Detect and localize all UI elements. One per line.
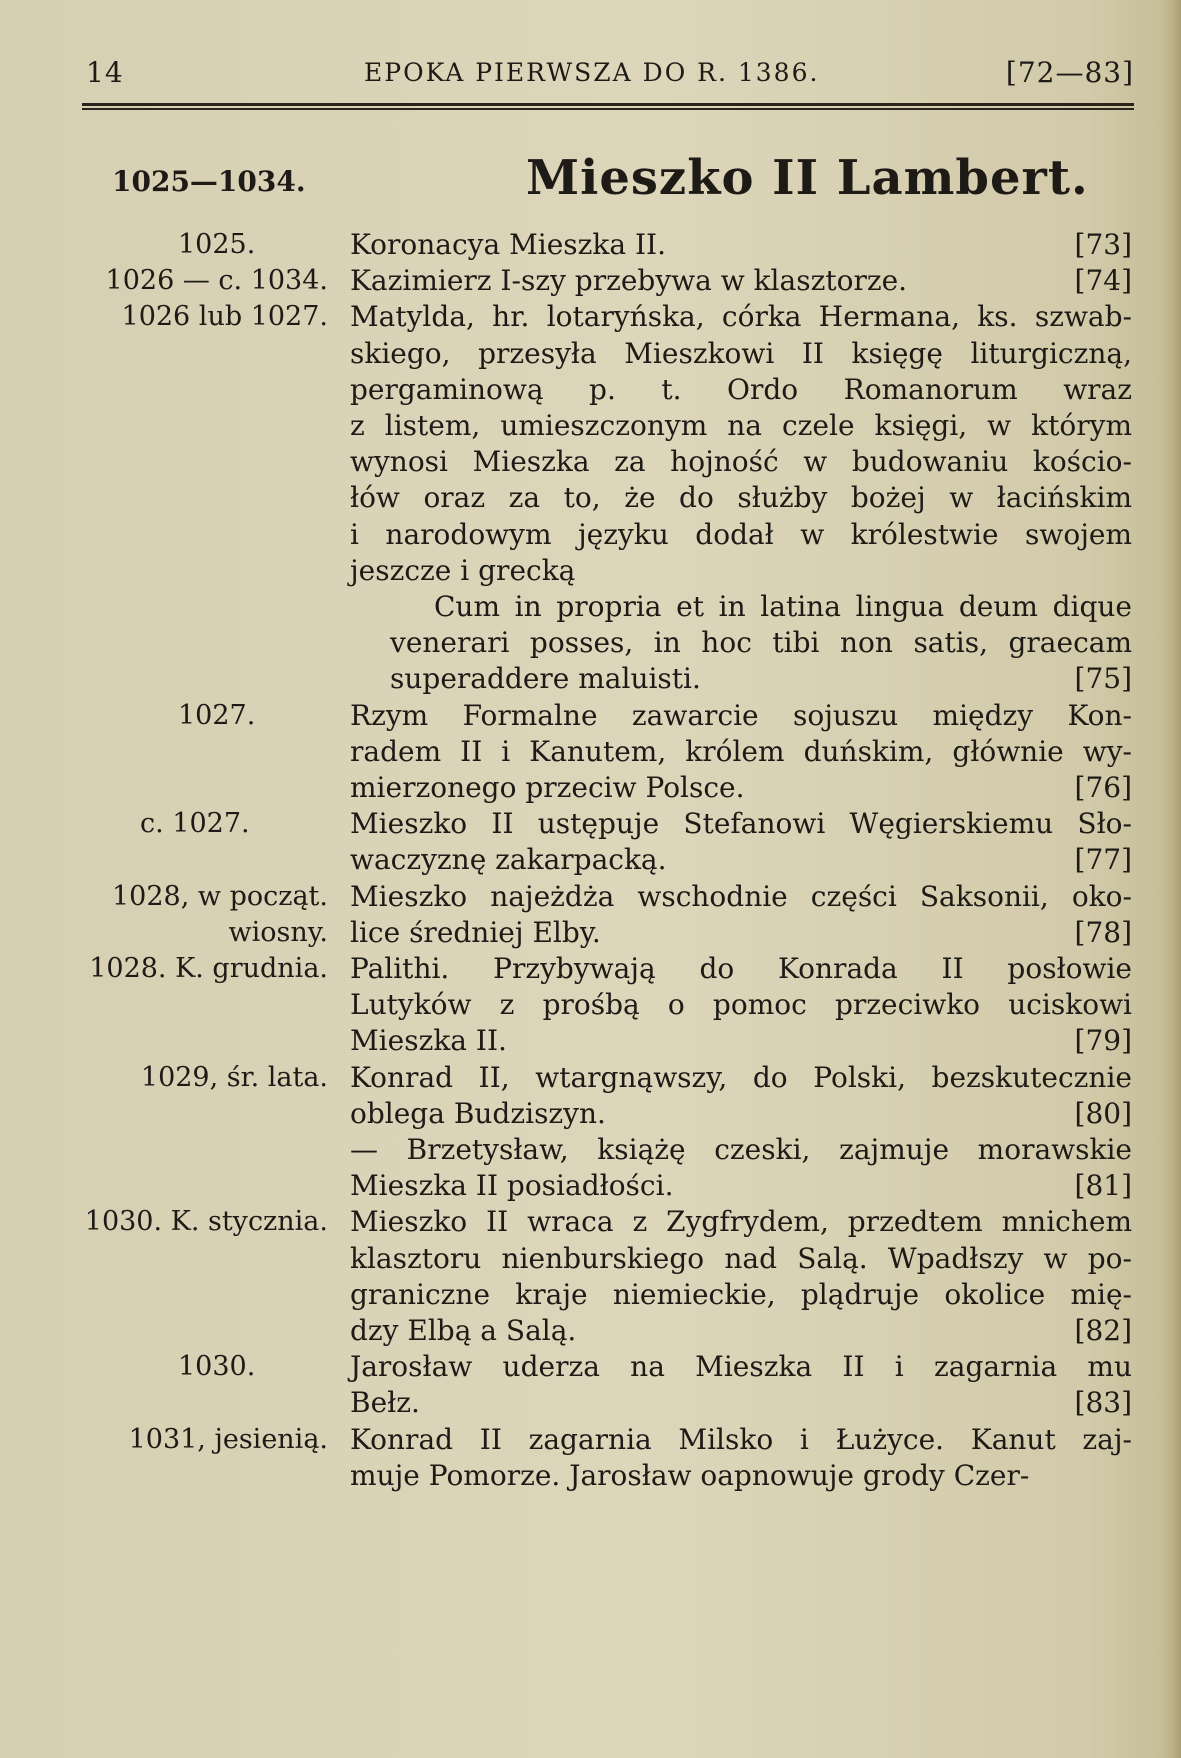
entry-text-line: Mieszko najeżdża wschodnie części Saksonii, oko- <box>350 879 1132 913</box>
entry-reference-number: [78] <box>1074 915 1132 949</box>
entry-text-line: Konrad II zagarnia Milsko i Łużyce. Kanut zaj- <box>350 1422 1132 1456</box>
entry-date: 1026 — c. 1034. <box>105 265 328 297</box>
entry-text <box>350 1349 1132 1421</box>
entry-text-line: wynosi Mieszka za hojność w budowaniu kościo- <box>350 445 1132 479</box>
entry-text <box>350 227 1132 263</box>
entry-text-line: graniczne kraje niemieckie, plądruje okolice mię- <box>350 1277 1132 1311</box>
entry-text <box>350 299 1132 589</box>
entry-text <box>350 951 1132 1060</box>
entry-text-line: Palithi. Przybywają do Konrada II posłowie <box>350 952 1132 985</box>
entry-text-line: Lutyków z prośbą o pomoc przeciwko uciskowi <box>350 988 1132 1022</box>
entry-text-line: Bełz. [83] <box>350 1385 1132 1421</box>
entry-text-line: skiego, przesyła Mieszkowi II księgę liturgiczną, <box>350 336 1132 370</box>
entry-text-line: radem II i Kanutem, królem duńskim, głównie wy- <box>350 734 1132 768</box>
entry-text-line: z listem, umieszczonym na czele księgi, w którym <box>350 409 1132 442</box>
entry-reference-number: [73] <box>1074 228 1132 261</box>
header-rule-thick <box>82 103 1134 106</box>
entry-text-line: lice średniej Elby. [78] <box>350 915 1132 951</box>
entry-text-line: Mieszka II. [79] <box>350 1023 1132 1059</box>
entry-reference-number: [75] <box>1074 662 1132 696</box>
entry-reference-number: [83] <box>1074 1386 1132 1420</box>
entry-text-line: i narodowym języku dodał w królestwie swojem <box>350 517 1132 551</box>
running-head <box>86 48 1136 88</box>
quotation-line: venerari posses, in hoc tibi non satis, graecam <box>390 626 1132 660</box>
entry-date: 1028. K. grudnia. <box>89 953 328 984</box>
entry-reference-number: [79] <box>1074 1024 1132 1058</box>
entry-text-line: dzy Elbą a Salą. [82] <box>350 1313 1132 1349</box>
quotation-line: Cum in propria et in latina lingua deum dique <box>434 589 1132 623</box>
entry-text-line: pergaminową p. t. Ordo Romanorum wraz <box>350 372 1132 406</box>
entry-date: c. 1027. <box>140 808 250 840</box>
entry-reference-number: [76] <box>1074 771 1132 804</box>
entry-text-line: Koronacya Mieszka II. [73] <box>350 227 1132 263</box>
entry-reference-number: [74] <box>1074 264 1132 298</box>
quotation-line: superaddere maluisti. [75] <box>390 661 1132 697</box>
entry-reference-number: [77] <box>1074 843 1132 877</box>
entry-text-line: klasztoru nienburskiego nad Salą. Wpadłszy w po- <box>350 1241 1132 1275</box>
entry-date: 1026 lub 1027. <box>121 301 328 333</box>
entry-text-line: mierzonego przeciw Polsce. [76] <box>350 770 1132 806</box>
entry-date: 1027. <box>178 699 256 731</box>
entry-text <box>350 879 1132 951</box>
entry-range: [72—83] <box>1005 56 1134 89</box>
entry-date: 1030. K. stycznia. <box>84 1206 328 1238</box>
entry-text-line: Konrad II, wtargnąwszy, do Polski, bezskutecznie <box>350 1060 1132 1094</box>
entry-reference-number: [80] <box>1074 1096 1132 1130</box>
entry-text-line: Kazimierz I-szy przebywa w klasztorze. [74] <box>350 263 1132 299</box>
entry-text <box>350 698 1132 807</box>
entry-text <box>350 1422 1132 1494</box>
entry-text-line: Mieszko II ustępuje Stefanowi Węgierskiemu Sło- <box>350 807 1132 841</box>
entry-reference-number: [81] <box>1074 1169 1132 1203</box>
page-number: 14 <box>86 56 124 89</box>
entry-text-line: — Brzetysław, książę czeski, zajmuje morawskie <box>350 1133 1132 1166</box>
entry-text-line: oblega Budziszyn. [80] <box>350 1096 1132 1132</box>
entry-text-line: Matylda, hr. lotaryńska, córka Hermana, ks. szwab- <box>350 300 1132 334</box>
entry-date: 1025. <box>178 229 256 260</box>
page-edge-shadow <box>1159 0 1181 1758</box>
section-date-range: 1025—1034. <box>112 165 306 198</box>
entry-text-line: waczyznę zakarpacką. [77] <box>350 842 1132 878</box>
entry-reference-number: [82] <box>1074 1314 1132 1347</box>
entry-text <box>350 1060 1132 1132</box>
entry-text-line: Rzym Formalne zawarcie sojuszu między Kon- <box>350 698 1132 732</box>
running-title: EPOKA PIERWSZA DO R. 1386. <box>364 58 820 87</box>
entry-text <box>350 806 1132 878</box>
entry-date: 1031, jesienią. <box>128 1423 328 1455</box>
entry-text-line: łów oraz za to, że do służby bożej w łacińskim <box>350 481 1132 515</box>
entry-text <box>350 1204 1132 1349</box>
entry-text-line: Mieszko II wraca z Zygfrydem, przedtem mnichem <box>350 1205 1132 1239</box>
entry-text <box>350 1132 1132 1204</box>
entry-text-line: jeszcze i grecką <box>350 553 576 587</box>
entry-date: 1030. <box>178 1351 256 1383</box>
entry-date: 1028, w począt. wiosny. <box>112 880 328 948</box>
entry-text-line: muje Pomorze. Jarosław oapnowuje grody Czer- <box>350 1458 1030 1492</box>
section-title: Mieszko II Lambert. <box>526 150 1089 206</box>
entry-text-line: Mieszka II posiadłości. [81] <box>350 1168 1132 1204</box>
entry-text-line: Jarosław uderza na Mieszka II i zagarnia mu <box>350 1350 1132 1384</box>
entry-date: 1029, śr. lata. <box>140 1061 328 1093</box>
header-rule-thin <box>82 108 1134 110</box>
entry-text <box>350 263 1132 299</box>
latin-quotation <box>390 589 1132 698</box>
